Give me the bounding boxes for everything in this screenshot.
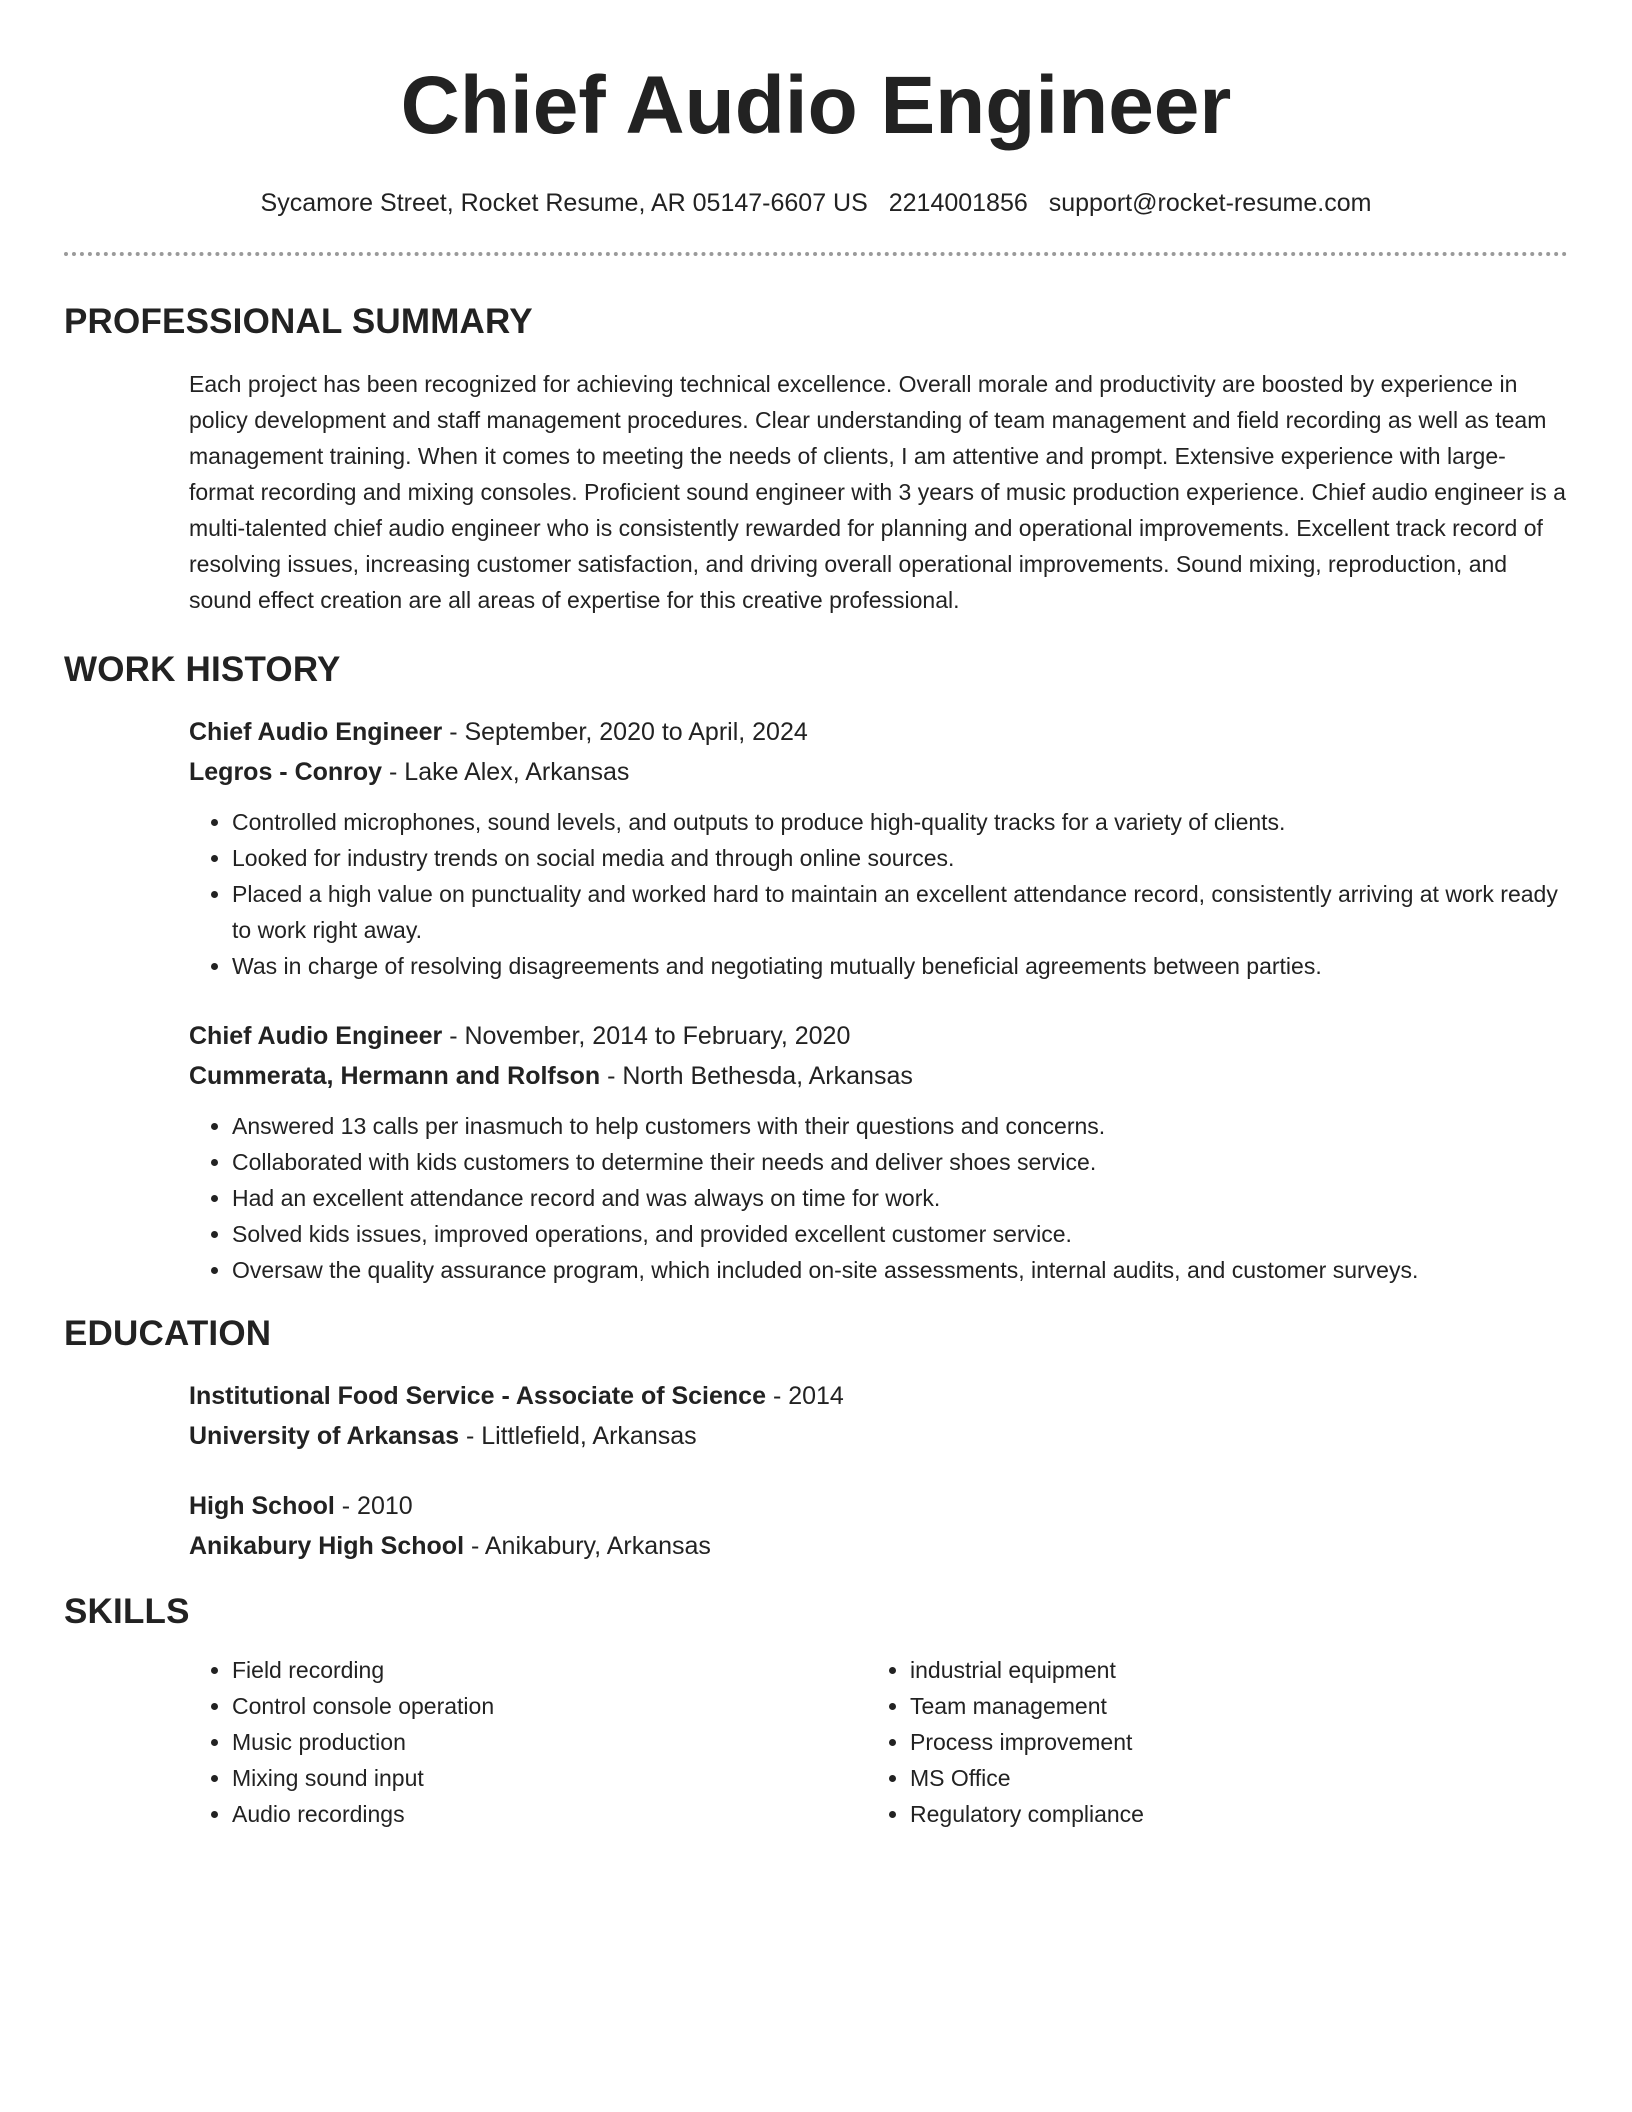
job-entry <box>189 1016 1568 1288</box>
school-location: - Anikabury, Arkansas <box>464 1532 711 1560</box>
degree-line <box>189 1486 1568 1526</box>
job-bullet: • Was in charge of resolving disagreements and negotiating mutually beneficial agreements between parties. <box>232 948 1568 984</box>
skill-item: • Field recording <box>232 1652 867 1688</box>
education-heading: EDUCATION <box>64 1314 272 1353</box>
skill-item: • industrial equipment <box>910 1652 1545 1688</box>
skill-item: • Process improvement <box>910 1724 1545 1760</box>
contact-email: support@rocket-resume.com <box>1048 189 1372 217</box>
school: Anikabury High School <box>189 1532 465 1560</box>
education-entry <box>189 1376 1568 1456</box>
job-bullet: • Answered 13 calls per inasmuch to help customers with their questions and concerns. <box>232 1108 1568 1144</box>
contact-address: Sycamore Street, Rocket Resume, AR 05147-6607 US <box>260 189 868 217</box>
degree: High School <box>189 1492 335 1520</box>
header-divider <box>64 252 1568 256</box>
degree: Institutional Food Service - Associate of Science <box>189 1382 766 1410</box>
job-location: - Lake Alex, Arkansas <box>382 758 630 786</box>
job-bullet: • Collaborated with kids customers to determine their needs and deliver shoes service. <box>232 1144 1568 1180</box>
job-bullet: • Placed a high value on punctuality and worked hard to maintain an excellent attendance record, consistently arriving at work ready to work right away. <box>232 876 1568 948</box>
job-company: Cummerata, Hermann and Rolfson <box>189 1062 601 1090</box>
education-entry <box>189 1486 1568 1566</box>
degree-line <box>189 1376 1568 1416</box>
skill-item: • Team management <box>910 1688 1545 1724</box>
job-role: Chief Audio Engineer <box>189 718 443 746</box>
skills-column-left <box>189 1652 867 1832</box>
job-location: - North Bethesda, Arkansas <box>600 1062 913 1090</box>
skill-item: • Music production <box>232 1724 867 1760</box>
contact-line <box>64 186 1568 220</box>
job-dates: - September, 2020 to April, 2024 <box>442 718 808 746</box>
job-title-line <box>189 1016 1568 1056</box>
skill-item: • MS Office <box>910 1760 1545 1796</box>
job-company: Legros - Conroy <box>189 758 383 786</box>
skills-list <box>189 1652 867 1832</box>
education <box>189 1376 1568 1566</box>
job-company-line <box>189 752 1568 792</box>
job-bullet: • Oversaw the quality assurance program, which included on-site assessments, internal audits, and customer surveys. <box>232 1252 1568 1288</box>
contact-phone: 2214001856 <box>888 189 1028 217</box>
job-bullet: • Looked for industry trends on social media and through online sources. <box>232 840 1568 876</box>
skill-item: • Regulatory compliance <box>910 1796 1545 1832</box>
school-location: - Littlefield, Arkansas <box>459 1422 697 1450</box>
job-bullets <box>189 1108 1568 1288</box>
skills-list <box>867 1652 1545 1832</box>
skills-column-right <box>867 1652 1545 1832</box>
job-role: Chief Audio Engineer <box>189 1022 443 1050</box>
work-history-heading: WORK HISTORY <box>64 650 341 689</box>
skill-item: • Audio recordings <box>232 1796 867 1832</box>
skill-item: • Mixing sound input <box>232 1760 867 1796</box>
degree-year: - 2010 <box>334 1492 413 1520</box>
summary-heading: PROFESSIONAL SUMMARY <box>64 302 533 341</box>
degree-year: - 2014 <box>766 1382 844 1410</box>
skills <box>189 1652 1568 1832</box>
school-line <box>189 1416 1568 1456</box>
job-company-line <box>189 1056 1568 1096</box>
skills-heading: SKILLS <box>64 1592 190 1631</box>
summary-text: Each project has been recognized for achieving technical excellence. Overall morale and productivity are boosted by experience in policy development and staff management procedures. Clear understanding of team management and field recording as well as team management training. When it comes to meeting the needs of clients, I am attentive and prompt. Extensive experience with large-format recording and mixing consoles. Proficient sound engineer with 3 years of music production experience. Chief audio engineer is a multi-talented chief audio engineer who is consistently rewarded for planning and operational improvements. Excellent track record of resolving issues, increasing customer satisfaction, and driving overall operational improvements. Sound mixing, reproduction, and sound effect creation are all areas of expertise for this creative professional. <box>189 371 1566 613</box>
resume-name: Chief Audio Engineer <box>400 60 1232 151</box>
job-entry <box>189 712 1568 984</box>
job-bullet: • Had an excellent attendance record and was always on time for work. <box>232 1180 1568 1216</box>
skill-item: • Control console operation <box>232 1688 867 1724</box>
school-line <box>189 1526 1568 1566</box>
job-bullets <box>189 804 1568 984</box>
school: University of Arkansas <box>189 1422 460 1450</box>
job-title-line <box>189 712 1568 752</box>
job-bullet: • Solved kids issues, improved operations, and provided excellent customer service. <box>232 1216 1568 1252</box>
job-bullet: • Controlled microphones, sound levels, and outputs to produce high-quality tracks for a variety of clients. <box>232 804 1568 840</box>
work-history <box>189 712 1568 1288</box>
job-dates: - November, 2014 to February, 2020 <box>442 1022 851 1050</box>
